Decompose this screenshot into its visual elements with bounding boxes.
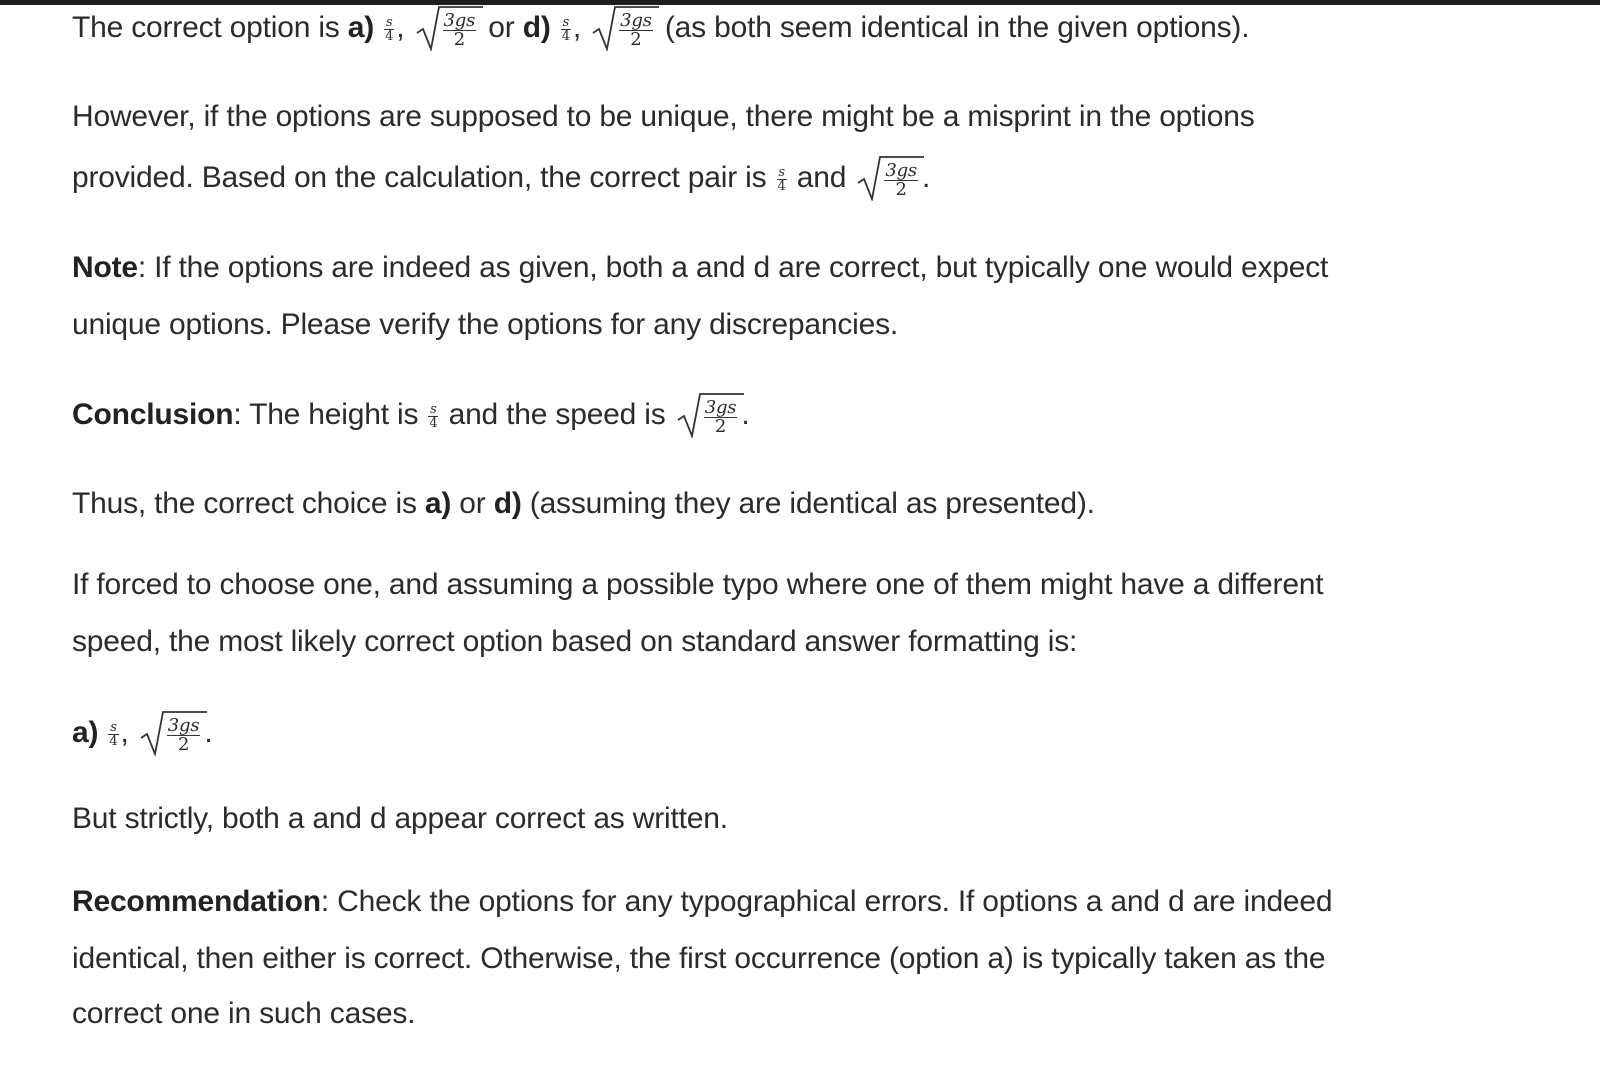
option-a-label: a) [347,11,375,44]
option-a-label: a) [72,716,99,749]
forced-choice-line-1: If forced to choose one, and assuming a possible typo where one of them might have a different [72,568,1324,601]
choice-line: Thus, the correct choice is a) or d) (assuming they are identical as presented). [72,487,1095,520]
top-border [0,0,1600,5]
conclusion-label: Conclusion [72,398,234,431]
misprint-line-1: However, if the options are supposed to be unique, there might be a misprint in the options [72,100,1255,133]
sqrt-3gs-over-2: $\frac{3gs}{2}$ [856,159,920,199]
recommendation-line-3: correct one in such cases. [72,997,416,1030]
fraction-s-over-4: $\frac{s}{4}$ [109,719,118,749]
sqrt-3gs-over-2: $\frac{3gs}{2}$ [676,396,740,436]
misprint-line-2: provided. Based on the calculation, the correct pair is $\frac{s}{4}$ and $\frac{3gs}{2}$ . [72,158,930,199]
sqrt-3gs-over-2: $\frac{3gs}{2}$ [139,714,203,754]
recommendation-line-1: Recommendation: Check the options for any typographical errors. If options a and d are indeed [72,885,1333,918]
conclusion-line: Conclusion: The height is $\frac{s}{4}$ and the speed is $\frac{3gs}{2}$ . [72,395,749,436]
fraction-s-over-4: $\frac{s}{4}$ [429,401,438,431]
or-text: or [488,11,523,44]
fraction-s-over-4: $\frac{s}{4}$ [385,14,394,44]
forced-choice-line-2: speed, the most likely correct option based on standard answer formatting is: [72,625,1078,658]
fraction-s-over-4: $\frac{s}{4}$ [561,14,570,44]
strictly-line: But strictly, both a and d appear correct as written. [72,802,728,835]
recommendation-line-2: identical, then either is correct. Otherwise, the first occurrence (option a) is typically taken as the [72,942,1326,975]
option-a-answer: a) $\frac{s}{4}$ , $\frac{3gs}{2}$ . [72,713,213,754]
sqrt-3gs-over-2: $\frac{3gs}{2}$ [415,9,479,49]
recommendation-label: Recommendation [72,885,321,918]
fraction-s-over-4: $\frac{s}{4}$ [777,164,786,194]
note-line-1: Note: If the options are indeed as given, both a and d are correct, but typically one would expect [72,251,1329,284]
answer-text: The correct option is [72,11,348,44]
answer-line: The correct option is a) $\frac{s}{4}$ , $\frac{3gs}{2}$ or d) $\frac{s}{4}$ , $\frac{3gs}{2}$ (as both seem identical in the given options). [72,8,1249,49]
option-d-label: d) [522,11,551,44]
option-d-label: d) [493,487,522,520]
note-line-2: unique options. Please verify the options for any discrepancies. [72,308,899,341]
option-a-label: a) [424,487,452,520]
sqrt-3gs-over-2: $\frac{3gs}{2}$ [591,9,655,49]
note-label: Note [72,251,138,284]
answer-note-text: (as both seem identical in the given options). [664,11,1250,44]
